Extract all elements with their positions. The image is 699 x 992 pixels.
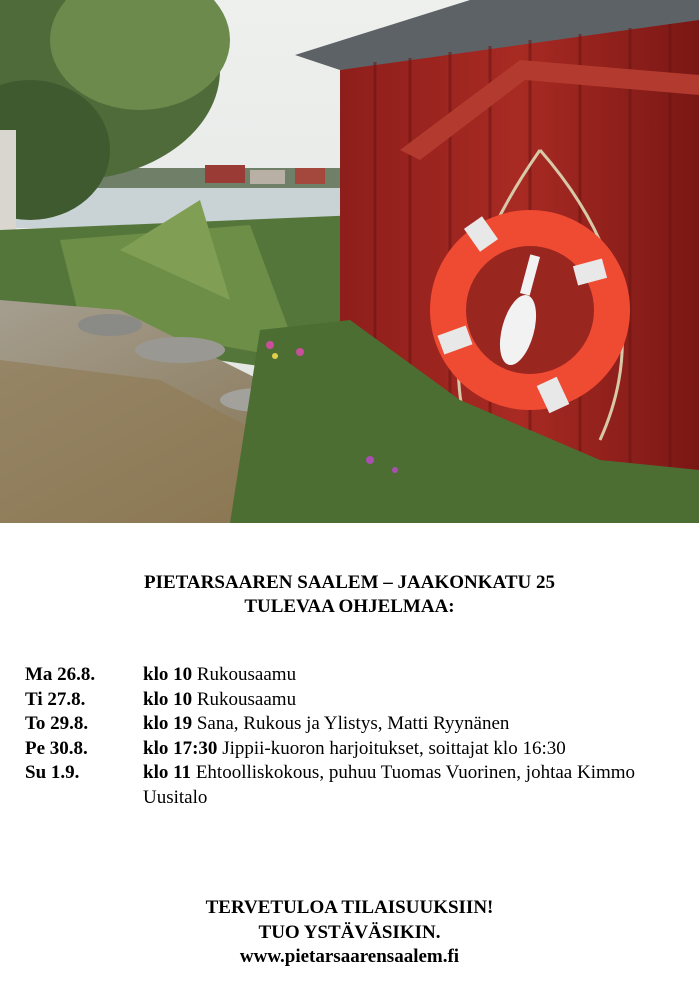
- schedule-row: [25, 663, 685, 688]
- page-heading: [0, 571, 699, 619]
- schedule-text: Sana, Rukous ja Ylistys, Matti Ryynänen: [196, 713, 510, 734]
- schedule-text: Jippii-kuoron harjoitukset, soittajat klo 16:30: [222, 737, 566, 759]
- schedule-time: klo 17:30: [143, 737, 218, 759]
- schedule-day: Ma 26.8.: [25, 664, 96, 685]
- schedule-row: [25, 688, 685, 713]
- heading-line-2: TULEVAA OHJELMAA:: [244, 596, 455, 617]
- schedule-day: Su 1.9.: [25, 762, 80, 783]
- welcome-text: TERVETULOA TILAISUUKSIIN!: [205, 897, 494, 918]
- schedule-time: klo 10: [143, 664, 193, 685]
- schedule-row: [25, 712, 685, 737]
- schedule-time: klo 10: [143, 688, 193, 710]
- schedule-time: klo 19: [143, 713, 193, 734]
- schedule-row: [25, 737, 685, 762]
- footer: [0, 896, 699, 970]
- schedule-day: Ti 27.8.: [25, 688, 86, 710]
- schedule-text: Rukousaamu: [196, 688, 297, 710]
- heading-line-1: PIETARSAAREN SAALEM – JAAKONKATU 25: [144, 572, 555, 593]
- schedule-row: [25, 761, 685, 810]
- website-link[interactable]: www.pietarsaarensaalem.fi: [239, 946, 460, 967]
- schedule-day: Pe 30.8.: [25, 737, 88, 759]
- schedule-day: To 29.8.: [25, 713, 89, 734]
- schedule-list: [25, 663, 685, 810]
- schedule-text: Rukousaamu: [196, 664, 297, 685]
- invite-text: TUO YSTÄVÄSIKIN.: [258, 921, 441, 943]
- schedule-text: Ehtoolliskokous, puhuu Tuomas Vuorinen, johtaa Kimmo Uusitalo: [143, 762, 636, 808]
- schedule-time: klo 11: [143, 762, 192, 783]
